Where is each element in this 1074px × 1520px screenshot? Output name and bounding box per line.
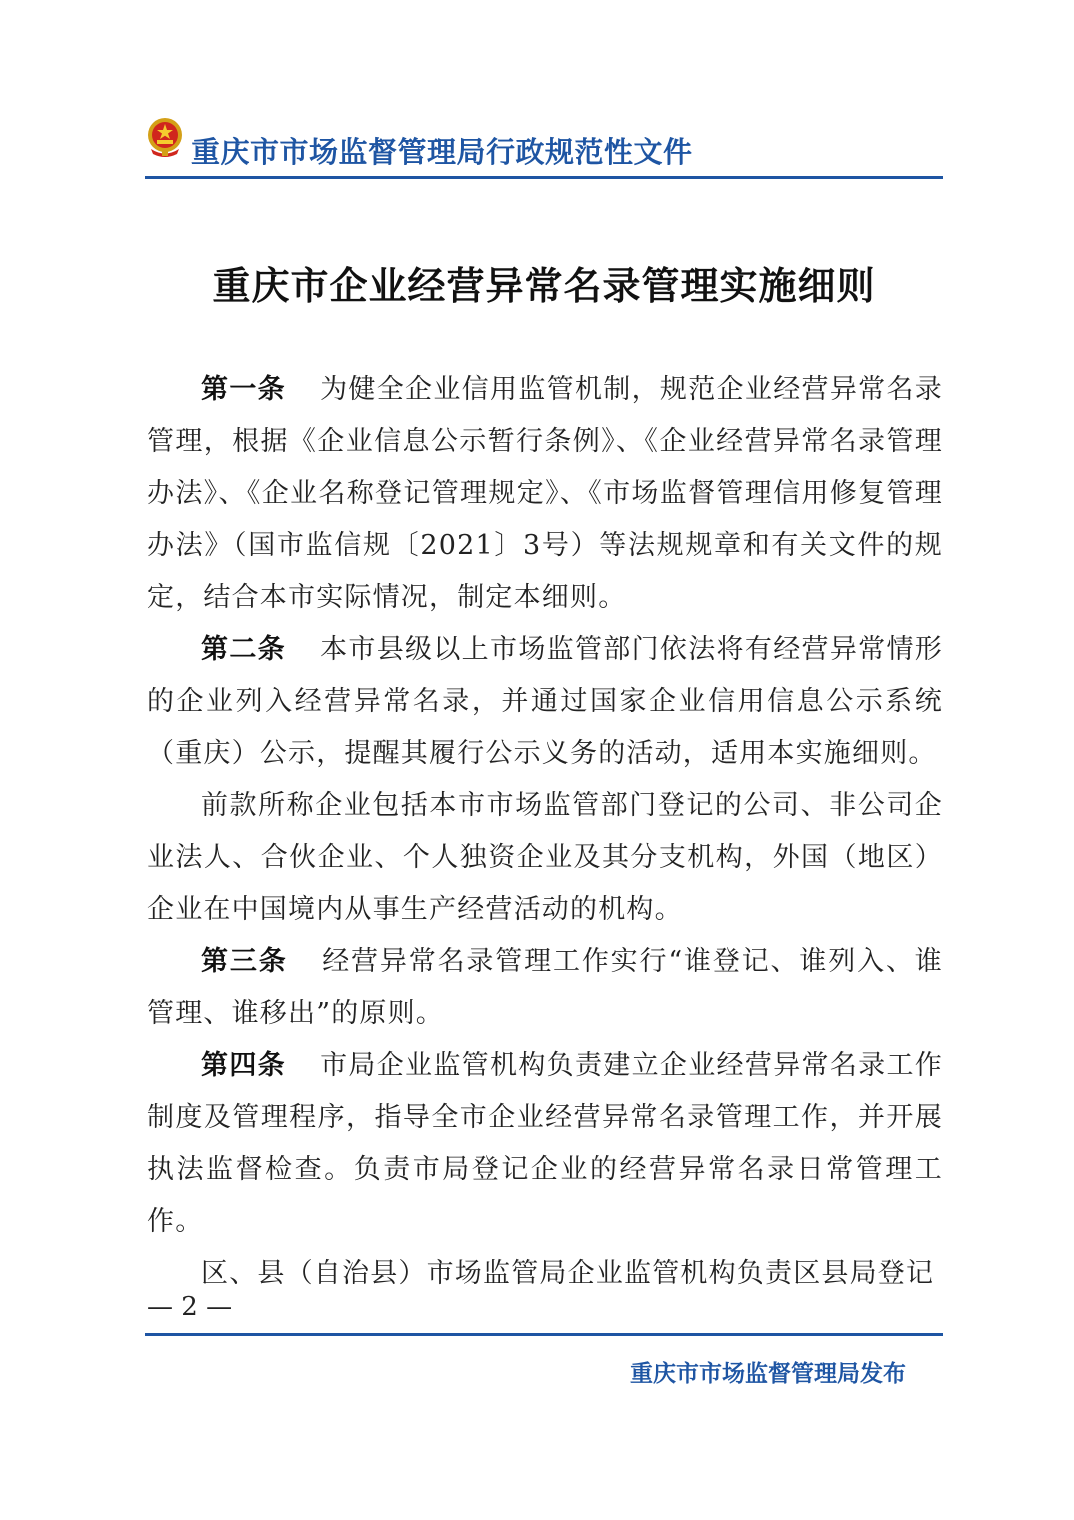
paragraph-text: 前款所称企业包括本市市场监管部门登记的公司、非公司企业法人、合伙企业、个人独资企业及其分支机构，外国（地区）企业在中国境内从事生产经营活动的机构。 [147, 790, 943, 925]
header-divider [145, 176, 943, 179]
header-title: 重庆市市场监督管理局行政规范性文件 [191, 135, 693, 169]
paragraph-article-4-sub [147, 1248, 943, 1300]
document-header [145, 110, 945, 180]
footer-publisher: 重庆市市场监督管理局发布 [630, 1361, 906, 1387]
paragraph-article-3 [147, 936, 943, 1040]
paragraph-text: 本市县级以上市场监管部门依法将有经营异常情形的企业列入经营异常名录，并通过国家企业信用信息公示系统（重庆）公示，提醒其履行公示义务的活动，适用本实施细则。 [147, 634, 943, 769]
paragraph-article-4 [147, 1040, 943, 1248]
paragraph-text: 为健全企业信用监管机制，规范企业经营异常名录管理，根据《企业信息公示暂行条例》、《企业经营异常名录管理办法》、《企业名称登记管理规定》、《市场监督管理信用修复管理办法》（国市监信规〔2021〕3号）等法规规章和有关文件的规定，结合本市实际情况，制定本细则。 [147, 374, 943, 613]
national-emblem-icon [145, 116, 185, 158]
paragraph-text: 市局企业监管机构负责建立企业经营异常名录工作制度及管理程序，指导全市企业经营异常名录管理工作，并开展执法监督检查。负责市局登记企业的经营异常名录日常管理工作。 [147, 1050, 943, 1237]
document-body [147, 364, 943, 1300]
article-number: 第三条 [201, 946, 288, 977]
article-number: 第一条 [201, 374, 286, 405]
article-number: 第二条 [201, 634, 286, 665]
paragraph-text: 经营异常名录管理工作实行“谁登记、谁列入、谁管理、谁移出”的原则。 [147, 946, 943, 1029]
paragraph-article-2-sub [147, 780, 943, 936]
article-number: 第四条 [201, 1050, 286, 1081]
paragraph-article-2 [147, 624, 943, 780]
paragraph-text: 区、县（自治县）市场监管局企业监管机构负责区县局登记 [201, 1258, 935, 1289]
document-title: 重庆市企业经营异常名录管理实施细则 [212, 263, 876, 308]
paragraph-article-1 [147, 364, 943, 624]
footer-divider [145, 1333, 943, 1336]
page-number: — 2 — [147, 1292, 233, 1322]
